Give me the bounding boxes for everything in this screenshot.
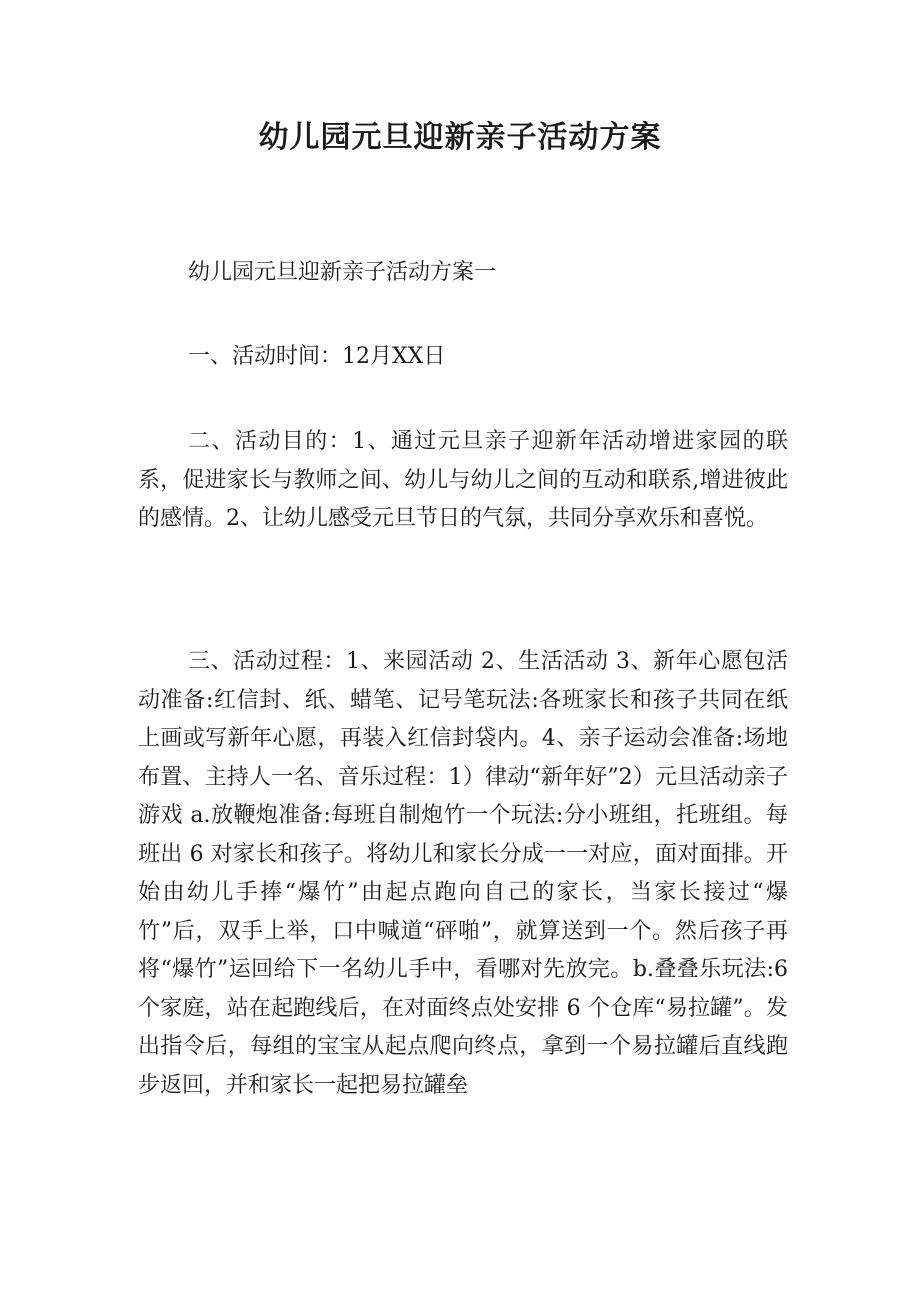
- activity-time-paragraph: 一、活动时间：12月XX日: [188, 344, 446, 369]
- document-title: 幼儿园元旦迎新亲子活动方案: [258, 120, 662, 155]
- activity-process-paragraph: 三、活动过程：1、来园活动 2、生活活动 3、新年心愿包活动准备:红信封、纸、蜡笔、记号笔玩法:各班家长和孩子共同在纸上画或写新年心愿，再装入红信封袋内。4、亲子运动会准备:场地布置、主持人一名、音乐过程：1）律动“新年好”2）元旦活动亲子游戏 a.放鞭炮准备:每班自制炮竹一个玩法:分小班组，托班组。每班出 6 对家长和孩子。将幼儿和家长分成一一对应，面对面排。开始由幼儿手捧“爆竹”由起点跑向自己的家长，当家长接过“爆竹”后，双手上举，口中喊道“砰啪”，就算送到一个。然后孩子再将“爆竹”运回给下一名幼儿手中，看哪对先放完。b.叠叠乐玩法:6 个家庭，站在起跑线后，在对面终点处安排 6 个仓库“易拉罐”。发出指令后，每组的宝宝从起点爬向终点，拿到一个易拉罐后直线跑步返回，并和家长一起把易拉罐垒: [138, 649, 788, 1098]
- activity-purpose-paragraph: 二、活动目的：1、通过元旦亲子迎新年活动增进家园的联系，促进家长与教师之间、幼儿与幼儿之间的互动和联系,增进彼此的感情。2、让幼儿感受元旦节日的气氛，共同分享欢乐和喜悦。: [138, 429, 788, 531]
- section-heading: 幼儿园元旦迎新亲子活动方案一: [188, 260, 497, 285]
